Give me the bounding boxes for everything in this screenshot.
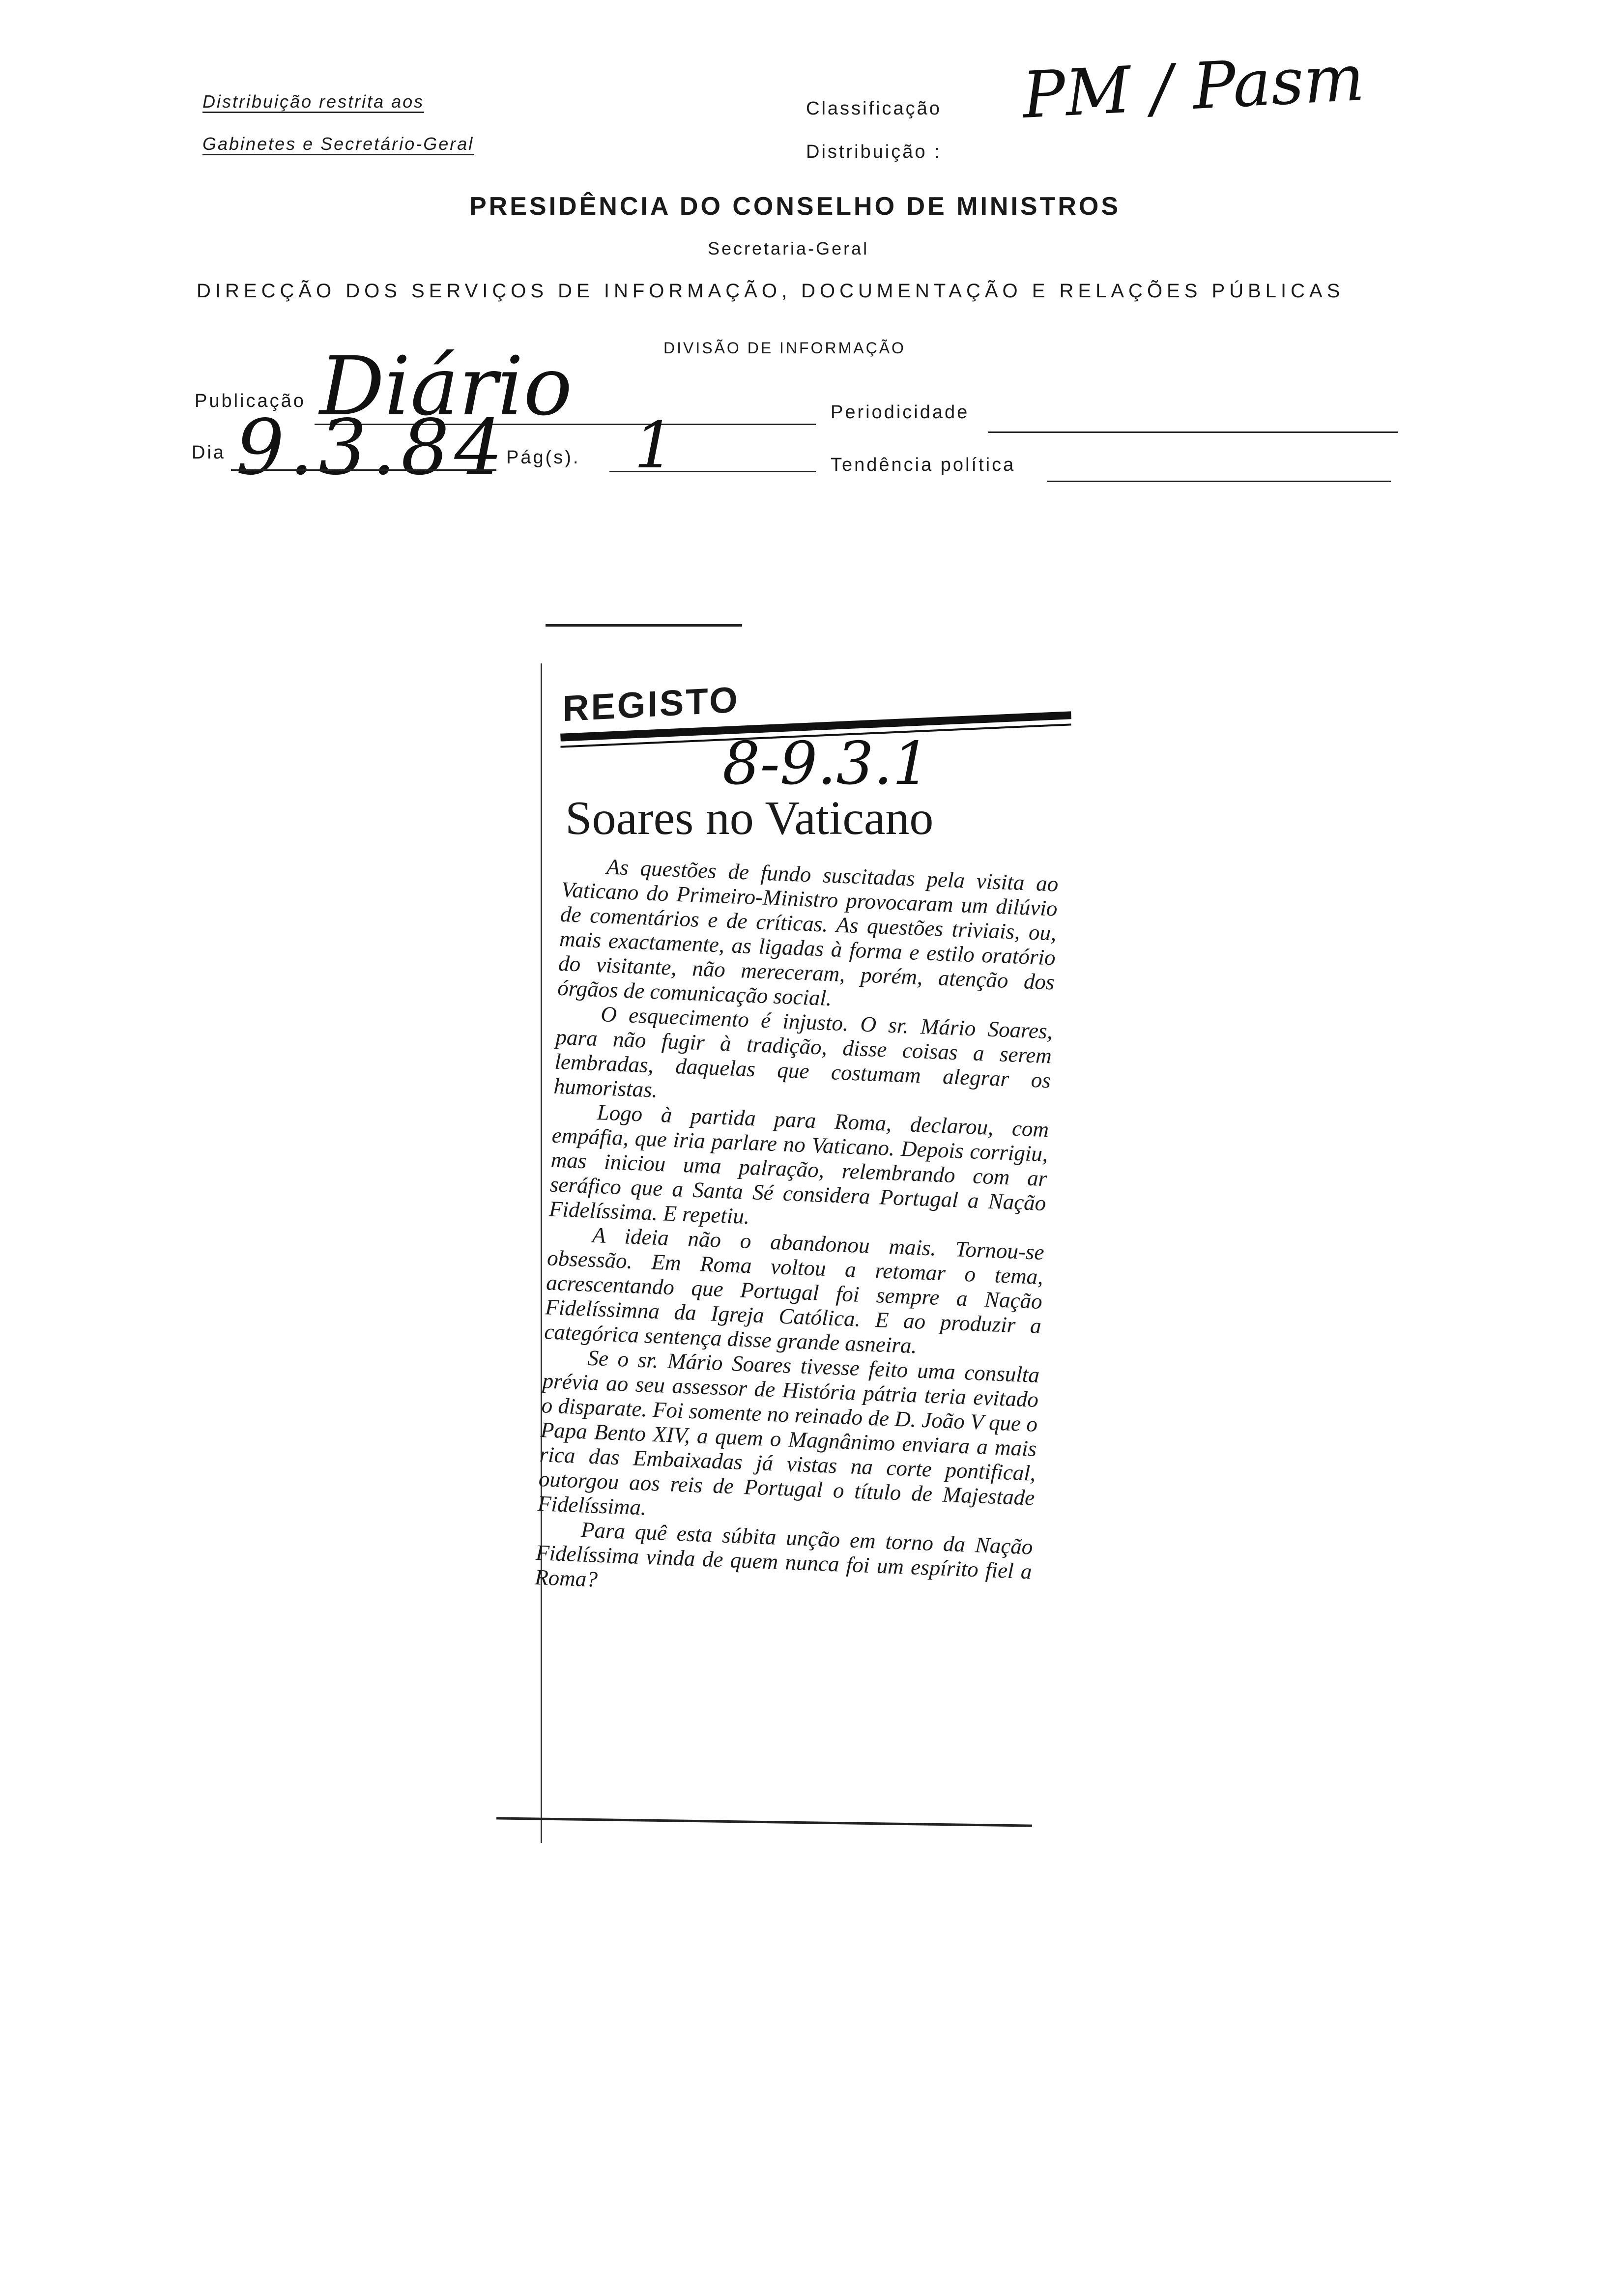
clipping-top-rule xyxy=(546,624,742,627)
dia-value: 9.3.84 xyxy=(236,403,508,492)
dia-label: Dia xyxy=(192,442,226,463)
article-paragraph: O esquecimento é injusto. O sr. Mário Soares, para não fugir à tradição, disse coisas a serem lembradas, daquelas que costumam alegrar os humoristas. xyxy=(553,1002,1053,1102)
direccao-heading: DIRECÇÃO DOS SERVIÇOS DE INFORMAÇÃO, DOCUMENTAÇÃO E RELAÇÕES PÚBLICAS xyxy=(197,280,1345,302)
tendencia-underline xyxy=(1047,481,1391,482)
tendencia-label: Tendência política xyxy=(831,455,1016,475)
article-paragraph: Se o sr. Mário Soares tivesse feito uma consulta prévia ao seu assessor de História pátria teria evitado o disparate. Foi somente no reinado de D. João V que o Papa Bento XIV, a quem o Magnânimo enviara a mais rica das Embaixadas já vistas na corte pontifical, outorgou aos reis de Portugal o título de Majestade Fidelíssima. xyxy=(537,1345,1040,1520)
pags-underline xyxy=(609,471,816,472)
publicacao-label: Publicação xyxy=(195,391,306,411)
handwritten-annotation: PM / Pasm xyxy=(1020,40,1366,133)
classificacao-label: Classificação xyxy=(806,98,942,119)
handwritten-date: 8-9.3.1 xyxy=(722,730,930,798)
article-paragraph: Logo à partida para Roma, declarou, com empáfia, que iria parlare no Vaticano. Depois corrigiu, mas iniciou uma palração, relembrando com ar seráfico que a Santa Sé considera Portugal a Nação Fidelíssima. E repetiu. xyxy=(548,1100,1050,1229)
dia-underline xyxy=(231,469,496,471)
clipping-left-border xyxy=(541,663,542,1843)
distribuicao-label: Distribuição : xyxy=(806,142,942,162)
article-paragraph: Para quê esta súbita unção em torno da Nação Fidelíssima vinda de quem nunca foi um espírito fiel a Roma? xyxy=(534,1517,1034,1592)
divisao-heading: DIVISÃO DE INFORMAÇÃO xyxy=(663,339,906,357)
pags-label: Pág(s). xyxy=(506,447,580,468)
periodicidade-underline xyxy=(988,431,1398,433)
article-body xyxy=(534,853,1059,1608)
article-paragraph: A ideia não o abandonou mais. Tornou-se obsessão. Em Roma voltou a retomar o tema, acrescentando que Portugal foi sempre a Nação Fidelíssimna da Igreja Católica. E ao produzir a categórica sentença disse grande asneira. xyxy=(544,1222,1045,1358)
secretaria-subtitle: Secretaria-Geral xyxy=(708,238,869,258)
article-paragraph: As questões de fundo suscitadas pela visita ao Vaticano do Primeiro-Ministro provocaram um dilúvio de comentários e de críticas. As questões triviais, ou, mais exactamente, as ligadas à forma e estilo oratório do visitante, não mereceram, porém, atenção dos órgãos de comunicação social. xyxy=(557,854,1059,1011)
article-headline: Soares no Vaticano xyxy=(565,792,934,845)
page-title: PRESIDÊNCIA DO CONSELHO DE MINISTROS xyxy=(469,192,1121,221)
clipping-bottom-rule xyxy=(496,1817,1032,1827)
distribution-note-line-2: Gabinetes e Secretário-Geral xyxy=(202,134,474,154)
distribution-note-line-1: Distribuição restrita aos xyxy=(202,91,424,112)
publicacao-value: Diário xyxy=(319,339,573,433)
periodicidade-label: Periodicidade xyxy=(831,402,970,423)
pags-value: 1 xyxy=(634,408,675,483)
section-label: REGISTO xyxy=(563,679,740,729)
newspaper-clipping xyxy=(491,624,1081,1853)
